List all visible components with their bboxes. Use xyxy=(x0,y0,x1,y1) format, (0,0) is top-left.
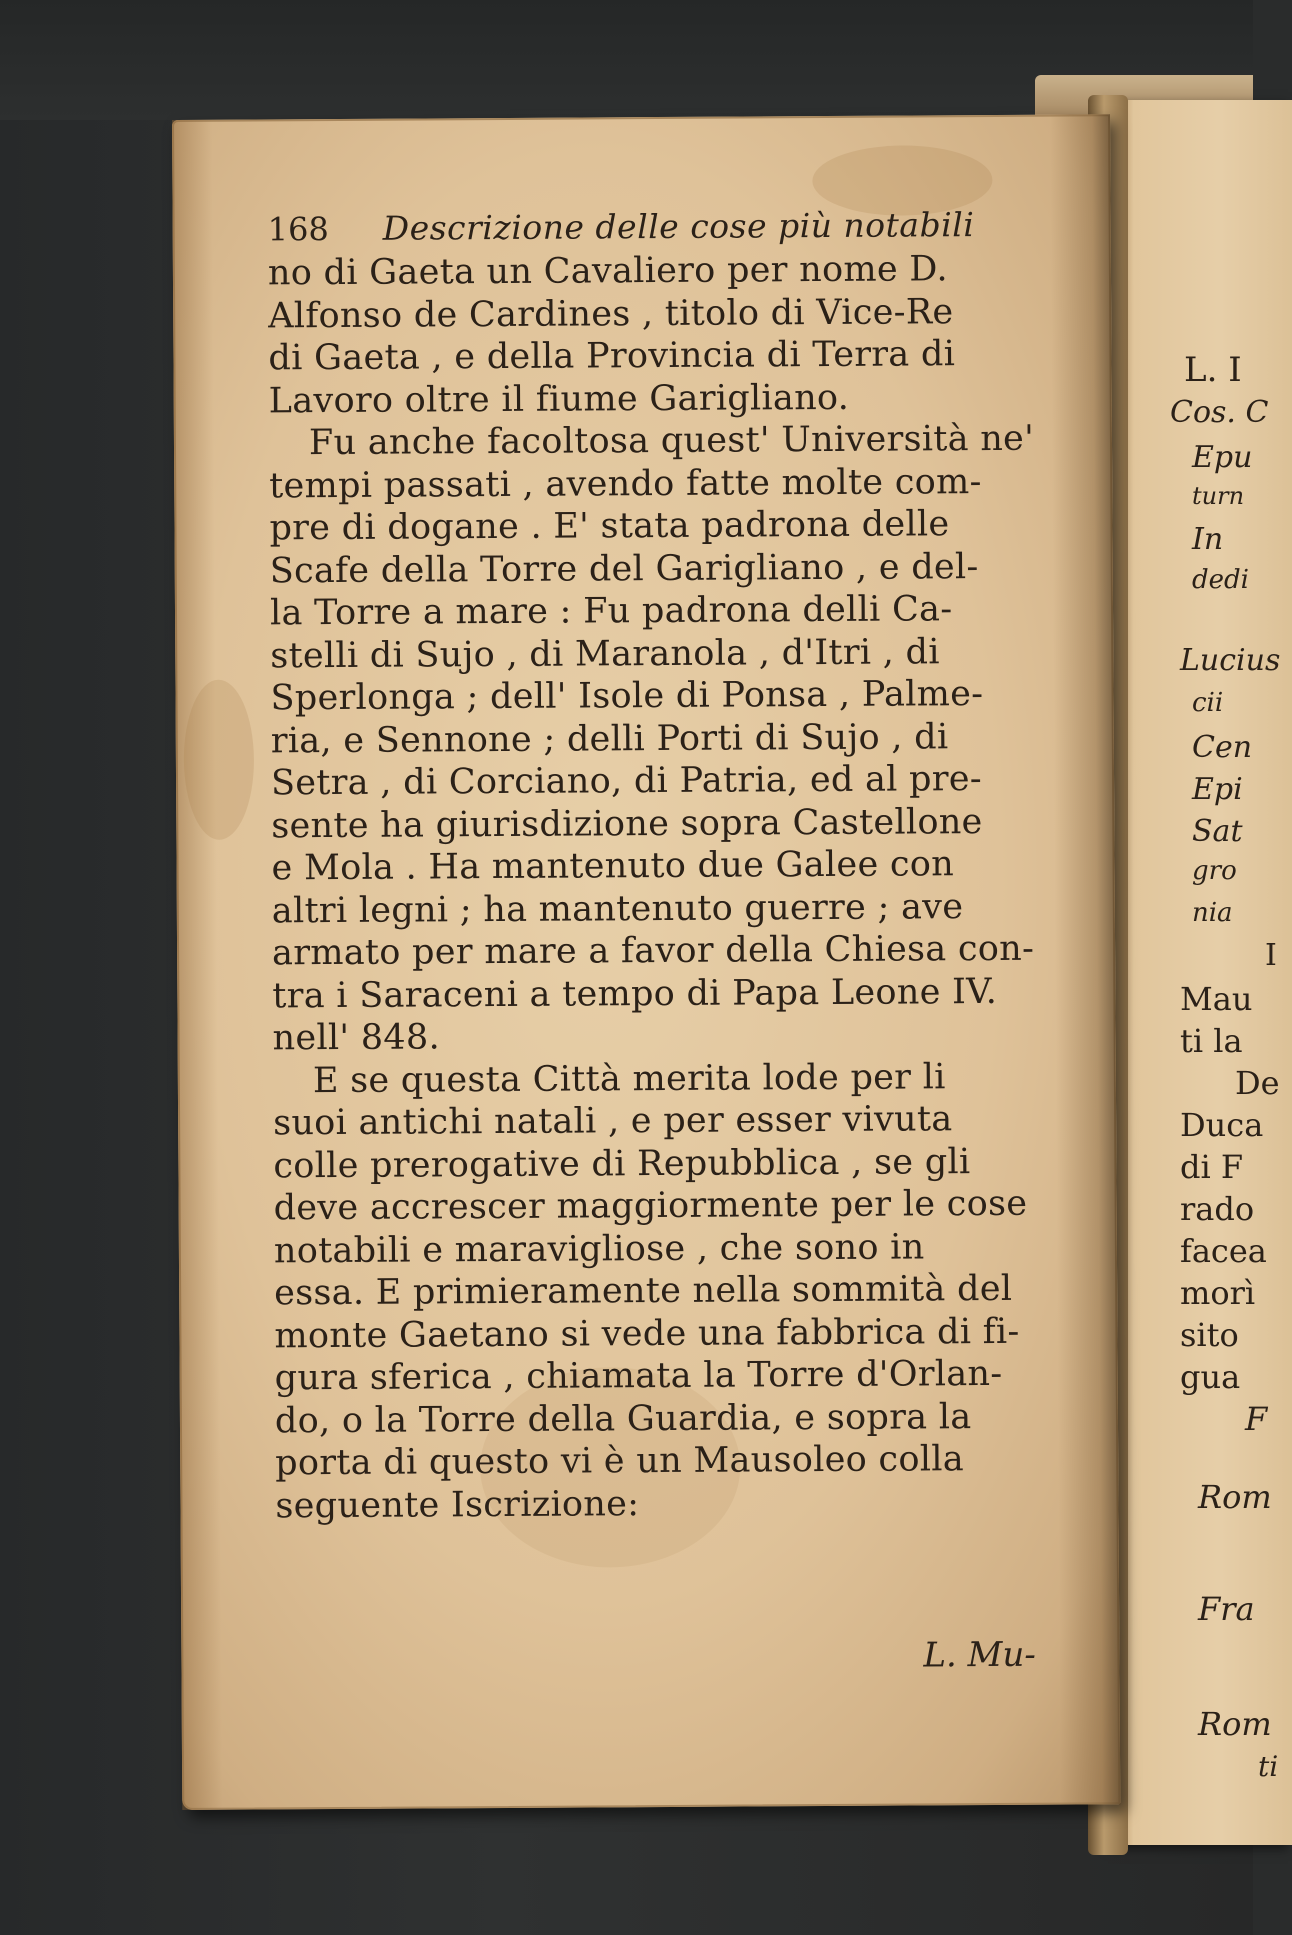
text-line: tempi passati , avendo fatte molte com- xyxy=(269,461,982,506)
right-fragment: rado xyxy=(1180,1190,1255,1228)
foxing-stain xyxy=(183,680,254,840)
text-line: Scafe della Torre del Garigliano , e del- xyxy=(269,546,979,591)
right-fragment: cii xyxy=(1192,688,1224,718)
right-fragment: I xyxy=(1265,938,1277,973)
right-fragment: sito xyxy=(1180,1316,1239,1354)
text-line: Lavoro oltre il fiume Garigliano. xyxy=(268,377,850,421)
catchword: L. Mu- xyxy=(923,1634,1036,1676)
text-line: E se questa Città merita lode per li xyxy=(312,1056,946,1101)
right-fragment: facea xyxy=(1180,1232,1267,1270)
right-fragment: ti xyxy=(1258,1750,1279,1783)
right-fragment: In xyxy=(1192,522,1224,557)
page-edge-stain xyxy=(172,120,222,1810)
text-line: colle prerogative di Repubblica , se gli xyxy=(273,1141,971,1186)
text-line: monte Gaetano si vede una fabbrica di fi- xyxy=(274,1311,1020,1356)
right-fragment: Lucius xyxy=(1180,643,1281,678)
text-line: ria, e Sennone ; delli Porti di Sujo , di xyxy=(270,716,949,761)
right-page xyxy=(1112,100,1292,1845)
text-line: di Gaeta , e della Provincia di Terra di xyxy=(268,334,956,379)
text-line: pre di dogane . E' stata padrona delle xyxy=(269,504,950,549)
right-fragment: Sat xyxy=(1192,814,1243,849)
text-line: porta di questo vi è un Mausoleo colla xyxy=(275,1439,965,1484)
left-page xyxy=(172,114,1120,1810)
right-fragment: Cen xyxy=(1192,730,1253,765)
right-fragment: nia xyxy=(1192,898,1233,928)
text-line: essa. E primieramente nella sommità del xyxy=(274,1268,1013,1314)
text-line: gura sferica , chiamata la Torre d'Orlan- xyxy=(274,1353,1003,1399)
right-fragment: Epu xyxy=(1192,440,1253,475)
page-text xyxy=(268,205,1066,1528)
text-line: Setra , di Corciano, di Patria, ed al pre- xyxy=(270,759,983,804)
right-fragment: Rom xyxy=(1198,1478,1272,1516)
text-line: armato per mare a favor della Chiesa con- xyxy=(271,928,1035,974)
right-fragment: ti la xyxy=(1180,1022,1243,1060)
right-fragment: gua xyxy=(1180,1358,1241,1396)
text-line: la Torre a mare : Fu padrona delli Ca- xyxy=(269,589,953,634)
text-line: Sperlonga ; dell' Isole di Ponsa , Palme- xyxy=(270,674,984,719)
right-fragment: Cos. C xyxy=(1170,395,1269,430)
text-line: nell' 848. xyxy=(272,1017,441,1059)
running-header xyxy=(268,205,1058,249)
right-fragment: Rom xyxy=(1198,1705,1272,1743)
right-fragment: turn xyxy=(1192,482,1245,510)
text-line: tra i Saraceni a tempo di Papa Leone IV. xyxy=(272,971,998,1016)
right-fragment: dedi xyxy=(1192,565,1249,595)
right-fragment: L. I xyxy=(1184,350,1242,390)
right-fragment: De xyxy=(1235,1064,1280,1102)
text-line: e Mola . Ha mantenuto due Galee con xyxy=(271,844,955,889)
right-fragment: F xyxy=(1245,1400,1268,1438)
text-line: altri legni ; ha mantenuto guerre ; ave xyxy=(271,886,964,931)
text-line: suoi antichi natali , e per esser vivuta xyxy=(273,1099,953,1144)
right-fragment: di F xyxy=(1180,1148,1244,1186)
right-fragment: Duca xyxy=(1180,1106,1264,1144)
text-line: sente ha giurisdizione sopra Castellone xyxy=(271,801,983,846)
text-line: seguente Iscrizione: xyxy=(275,1483,640,1526)
right-fragment: Epi xyxy=(1192,772,1243,807)
right-fragment: morì xyxy=(1180,1274,1256,1312)
right-fragment: Mau xyxy=(1180,980,1253,1018)
text-line: stelli di Sujo , di Maranola , d'Itri , di xyxy=(270,631,940,676)
right-fragment: gro xyxy=(1192,856,1237,886)
right-fragment: Fra xyxy=(1198,1590,1255,1628)
text-line: Alfonso de Cardines , titolo di Vice-Re xyxy=(268,291,954,336)
text-line: no di Gaeta un Cavaliero per nome D. xyxy=(267,249,948,294)
text-line: notabili e maravigliose , che sono in xyxy=(273,1226,925,1271)
text-line: deve accrescer maggiormente per le cose xyxy=(273,1183,1028,1229)
page-number: 168 xyxy=(267,210,329,249)
running-title: Descrizione delle cose più notabili xyxy=(382,205,975,248)
text-line: do, o la Torre della Guardia, e sopra la xyxy=(274,1396,972,1441)
text-line: Fu anche facoltosa quest' Università ne' xyxy=(308,418,1035,464)
